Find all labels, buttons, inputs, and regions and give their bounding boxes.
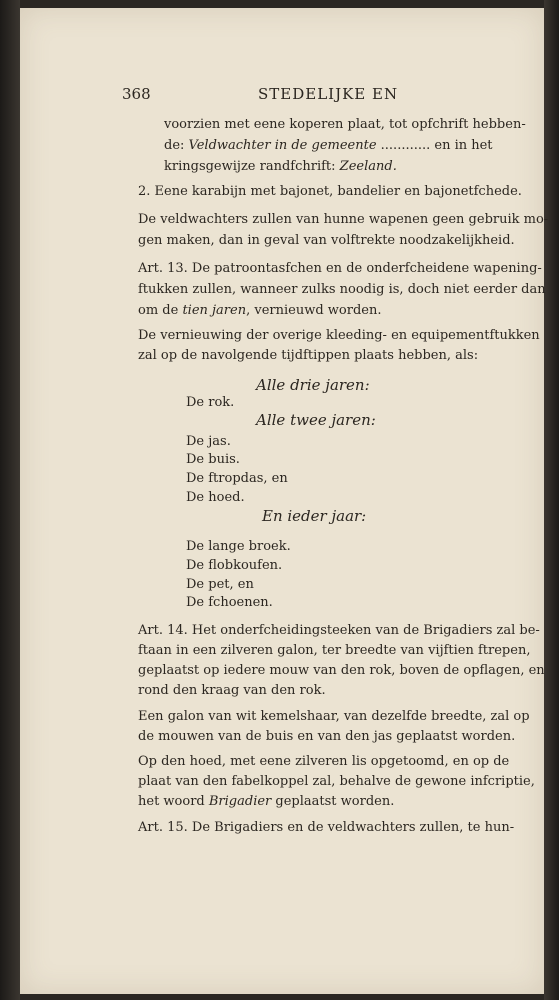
text-line: de mouwen van de buis en van den jas geplaatst worden. — [138, 729, 516, 744]
text-line: plaat van den fabelkoppel zal, behalve de gewone infcriptie, — [138, 774, 535, 789]
list-item: De rok. — [186, 395, 235, 410]
list-item: De lange broek. — [186, 539, 291, 554]
text-line: Op den hoed, met eene zilveren lis opgetoomd, en op de — [138, 754, 510, 769]
text-line: het woord Brigadier geplaatst worden. — [138, 794, 395, 809]
section-heading: Alle twee jaren: — [256, 411, 376, 429]
text-line: om de tien jaren, vernieuwd worden. — [138, 303, 382, 318]
text-line: kringsgewijze randfchrift: Zeeland. — [164, 159, 397, 174]
book-gutter — [0, 0, 20, 1000]
text-line: ftaan in een zilveren galon, ter breedte van vijftien ftrepen, — [138, 643, 531, 658]
book-page — [20, 8, 549, 994]
list-item: De hoed. — [186, 490, 245, 505]
text-line: zal op de navolgende tijdftippen plaats hebben, als: — [138, 348, 479, 363]
text-line: gen maken, dan in geval van volftrekte noodzakelijkheid. — [138, 233, 515, 248]
list-item: De ftropdas, en — [186, 471, 288, 486]
text-line: Een galon van wit kemelshaar, van dezelfde breedte, zal op — [138, 709, 530, 724]
running-title: STEDELIJKE EN — [258, 85, 399, 103]
list-item: De jas. — [186, 434, 231, 449]
list-item: De flobkoufen. — [186, 558, 283, 573]
text-line: ftukken zullen, wanneer zulks noodig is, doch niet eerder dan — [138, 282, 546, 297]
text-line: geplaatst op iedere mouw van den rok, boven de opflagen, en — [138, 663, 545, 678]
text-line: voorzien met eene koperen plaat, tot opfchrift hebben- — [164, 117, 526, 132]
text-line: de: Veldwachter in de gemeente ............ en in het — [164, 138, 493, 153]
list-item: De pet, en — [186, 577, 254, 592]
section-heading: En ieder jaar: — [262, 507, 367, 525]
text-line: De veldwachters zullen van hunne wapenen geen gebruik mo- — [138, 212, 549, 227]
page-edge — [544, 0, 559, 1000]
text-line: rond den kraag van den rok. — [138, 683, 326, 698]
text-line: 2. Eene karabijn met bajonet, bandelier en bajonetfchede. — [138, 184, 522, 199]
page-number: 368 — [122, 85, 151, 103]
text-line: Art. 15. De Brigadiers en de veldwachters zullen, te hun- — [138, 820, 515, 835]
text-line: Art. 13. De patroontasfchen en de onderfcheidene wapening- — [138, 261, 542, 276]
text-line: Art. 14. Het onderfcheidingsteeken van de Brigadiers zal be- — [138, 623, 540, 638]
section-heading: Alle drie jaren: — [256, 376, 370, 394]
list-item: De buis. — [186, 452, 240, 467]
list-item: De fchoenen. — [186, 595, 273, 610]
text-line: De vernieuwing der overige kleeding- en equipementftukken — [138, 328, 540, 343]
